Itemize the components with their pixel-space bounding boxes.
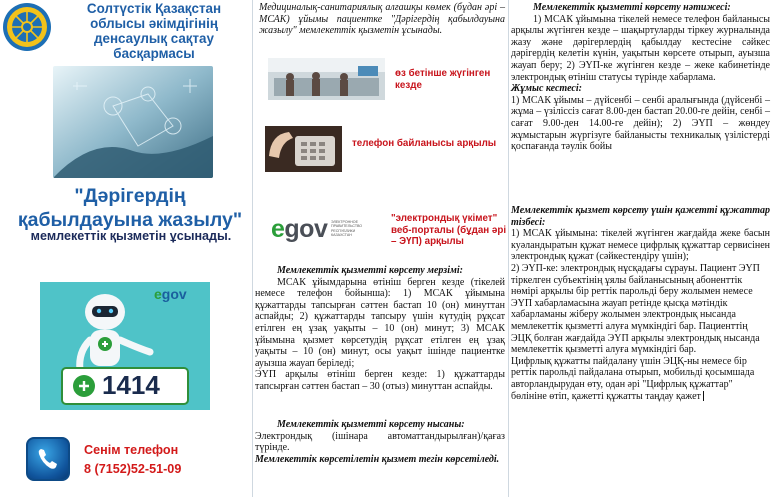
schedule-title: Жұмыс кестесі:: [511, 83, 582, 95]
service-free-text: Мемлекеттік көрсетілетін қызмет тегін көрсетіледі.: [255, 453, 500, 465]
via-telephone-label: телефон байланысы арқылы: [352, 138, 497, 149]
telephone-image: [265, 126, 342, 172]
left-panel: [0, 0, 252, 497]
service-form-title: Мемлекеттік қызметті көрсету нысаны:: [277, 419, 465, 430]
required-documents-title: Мемлекеттік қызмет көрсету үшін қажетті құжаттар тізбесі:: [511, 205, 770, 228]
egov-tagline: ЭЛЕКТРОННОЕ ПРАВИТЕЛЬСТВО РЕСПУБЛИКИ КАЗАХСТАН: [331, 220, 363, 237]
medical-hand-image: [53, 66, 213, 178]
service-result-text: 1) МСАК ұйымына тікелей немесе телефон байланысы арқылы жүгінген кезде – шақыртуларды тіркеу журналында жазу және дәрігерлердің қабылдау кестесіне сәйкес дәрігердің келетін күнін, уақытын көрсете отырып, ауызша жауап беру; 2) ЭҮП-ке жүгінген кезде – жеке кабинетінде электрондық өтініш статусы түрінде хабарлама.: [511, 13, 770, 83]
trust-phone-number: 8 (7152)52-51-09: [84, 462, 182, 476]
kazakhstan-emblem-icon: [2, 2, 52, 52]
service-title: "Дәрігердің қабылдауына жазылу": [17, 185, 243, 231]
service-term-title: Мемлекеттік қызметті көрсету мерзімі:: [277, 265, 463, 276]
service-result-title: Мемлекеттік қызметті көрсету нәтижесі:: [533, 2, 731, 13]
robot-number: 1414: [102, 370, 160, 400]
organization-title: Солтүстік Қазақстан облысы әкімдігінің денсаулық сақтау басқармасы: [86, 1, 222, 61]
middle-panel: [252, 0, 509, 497]
documents-digital-text: Цифрлық құжатты пайдалану үшін ЭЦҚ-ны немесе бір реттік парольді пайдалана отырып, мобильді қосымшада авторландырудан өту, одан әрі "Цифрлық құжаттар" бөлініне өтіп, қажетті құжатты таңдау қажет: [511, 355, 755, 402]
intro-text: Медициналық-санитариялық алғашқы көмек (бұдан әрі – МСАК) ұйымы пациентке "Дәрігердің қабылдауына жазылу" мемлекеттік қызметін ұсынады.: [259, 2, 505, 37]
phone-button-icon: [26, 437, 70, 481]
service-term-text: МСАК ұйымдарына өтініш берген кезде (тікелей немесе телефон бойынша): 1) МСАК ұйымына құжаттарды тапсырған сәттен бастап 10 (он) минуттан аспайды; 2) құжаттарды тапсыру үшін күтудің рұқсат етілген ең ұзақ уақыты – 10 (он) минут; 3) МСАК ұйымына қызмет көрсетудің рұқсат етілген ең ұзақ уақыты – 10 (он) минут, осы уақыт ішінде пациентке ауызша жауап беріледі;: [255, 276, 505, 369]
via-egov-label: "электрондық үкімет" веб-порталы (бұдан әрі – ЭҮП) арқылы: [391, 213, 507, 247]
service-term-egov-text: ЭҮП арқылы өтініш берген кезде: 1) құжаттарды тапсырған сәттен бастап – 30 (отыз) минуттан аспайды.: [255, 369, 505, 392]
egov-robot-image: [40, 282, 210, 410]
service-result-section: [511, 2, 770, 153]
reception-desk-image: [268, 58, 385, 100]
service-form-section: [255, 419, 505, 465]
documents-msak-text: 1) МСАК ұйымына: тікелей жүгінген жағдайда жеке басын куәландыратын құжат немесе цифрлық құжаттар сервисінен электрондық құжат (сәйкестендіру үшін);: [511, 228, 770, 263]
egov-logo: egov ЭЛЕКТРОННОЕ ПРАВИТЕЛЬСТВО РЕСПУБЛИКИ КАЗАХСТАН: [271, 216, 371, 248]
service-form-text: Электрондық (ішінара автоматтандырылған)/қағаз түрінде.: [255, 430, 505, 454]
text-cursor: [703, 391, 704, 401]
visit-in-person-label: өз бетінше жүгінген кезде: [395, 68, 491, 91]
right-panel: [509, 0, 772, 497]
service-term-section: [255, 265, 505, 393]
robot-egov-logo: egov: [154, 286, 187, 302]
service-subtitle: мемлекеттік қызметін ұсынады.: [30, 229, 232, 243]
schedule-text: 1) МСАК ұйымы – дүйсенбі – сенбі аралығында (дүйсенбі – жұма – үзіліссіз сағат 8.00-ден бастап 20.00-ге дейін, сенбі – сағат 9.00-ден 14.00-ге дейін); 2) ЭҮП – жөндеу жұмыстарын жүргізуге байланысты техникалық үзілістерді қоспағанда тәулік бойы: [511, 94, 770, 153]
documents-egov-text: 2) ЭҮП-ке: электрондық нұсқадағы сұрауы. Пациент ЭҮП тіркелген субъектінің ұялы байланысының абоненттік нөмірі арқылы бір реттік парольді беру жолымен немесе ЭҮП хабарламасына жауап ретінде қысқа мәтіндік хабарламаны жіберу жолымен электрондық нысанда мемлекеттік қызметті алуға мүмкіндігі бар. Пациенттің ЭЦҚ болған жағдайда ЭҮП арқылы электрондық нысанда мемлекеттік қызметті алуға мүмкіндігі бар.: [511, 262, 760, 356]
required-documents-section: [511, 205, 770, 402]
trust-phone-label: Сенім телефон: [84, 443, 179, 457]
